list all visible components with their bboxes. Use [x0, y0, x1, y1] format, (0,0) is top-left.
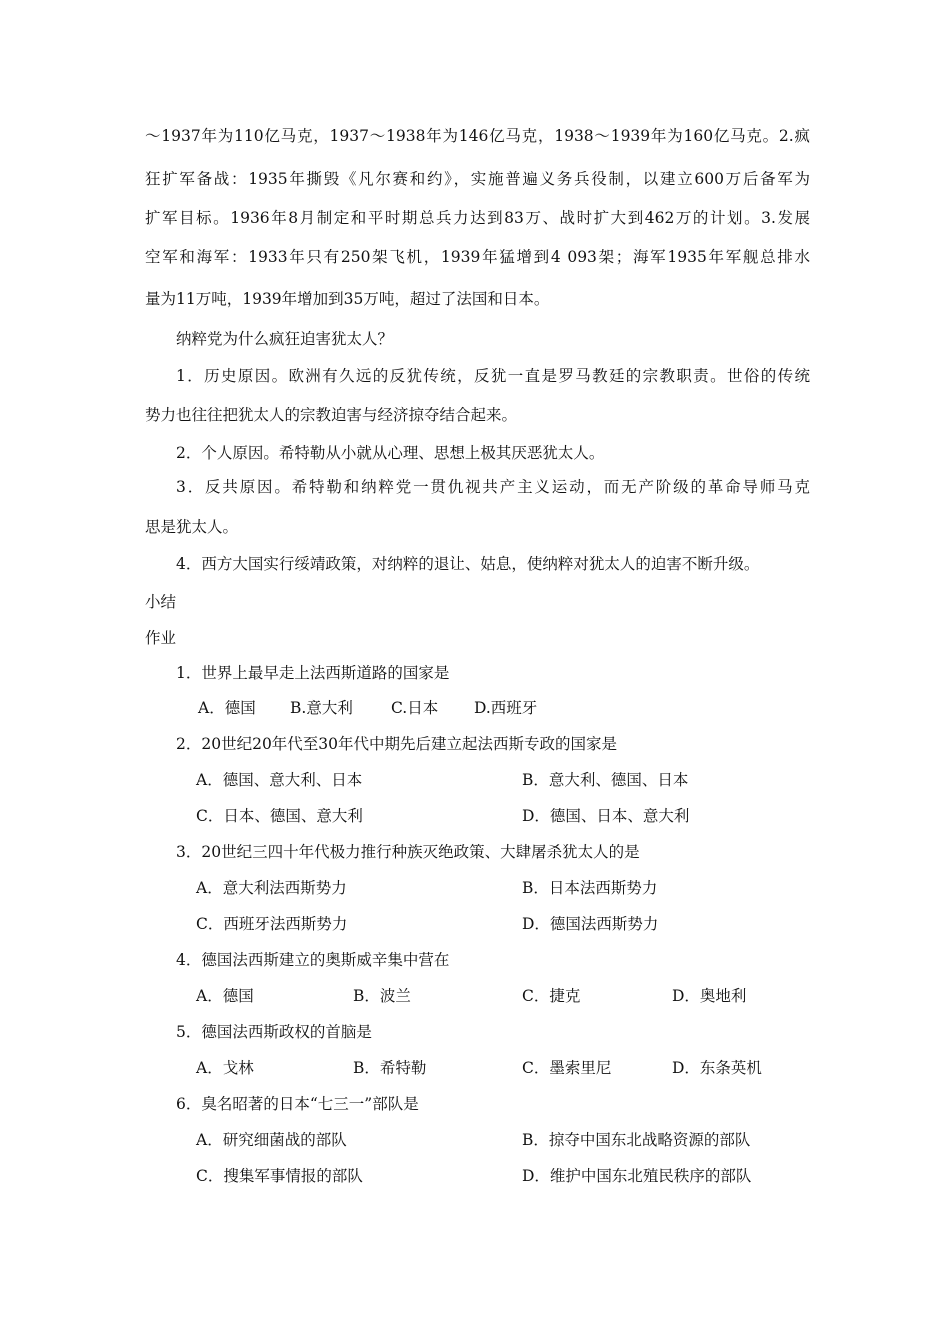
intro-line: ～1937年为110亿马克，1937～1938年为146亿马克，1938～1939年为160亿马克。2.疯	[145, 127, 810, 145]
option: D．维护中国东北殖民秩序的部队	[522, 1167, 752, 1185]
summary-label: 小结	[145, 593, 177, 611]
option: D．东条英机	[672, 1059, 762, 1077]
question-stem: 5．德国法西斯政权的首脑是	[176, 1023, 372, 1041]
question-heading: 纳粹党为什么疯狂迫害犹太人？	[176, 330, 394, 348]
option: B．掠夺中国东北战略资源的部队	[522, 1131, 751, 1149]
option: A．戈林	[196, 1059, 254, 1077]
reason-line: 2．个人原因。希特勒从小就从心理、思想上极其厌恶犹太人。	[176, 444, 605, 462]
question-stem: 1．世界上最早走上法西斯道路的国家是	[176, 664, 450, 682]
reason-line: 4．西方大国实行绥靖政策，对纳粹的退让、姑息，使纳粹对犹太人的迫害不断升级。	[176, 555, 760, 573]
intro-line: 狂扩军备战：1935年撕毁《凡尔赛和约》，实施普遍义务兵役制，以建立600万后备军为	[145, 170, 810, 188]
option: D．德国法西斯势力	[522, 915, 659, 933]
question-stem: 3．20世纪三四十年代极力推行种族灭绝政策、大肆屠杀犹太人的是	[176, 843, 640, 861]
reason-line: 思是犹太人。	[145, 518, 239, 536]
option: D．德国、日本、意大利	[522, 807, 690, 825]
option: B．日本法西斯势力	[522, 879, 658, 897]
question-stem: 2．20世纪20年代至30年代中期先后建立起法西斯专政的国家是	[176, 735, 618, 753]
reason-line: 3．反共原因。希特勒和纳粹党一贯仇视共产主义运动，而无产阶级的革命导师马克	[176, 478, 810, 496]
option: C．日本、德国、意大利	[196, 807, 363, 825]
option: A．德国	[198, 699, 256, 717]
question-stem: 6．臭名昭著的日本“七三一”部队是	[176, 1095, 419, 1113]
option: C．墨索里尼	[522, 1059, 612, 1077]
option: D．奥地利	[672, 987, 747, 1005]
option: B．波兰	[353, 987, 411, 1005]
option: B．意大利、德国、日本	[522, 771, 689, 789]
option: C．捷克	[522, 987, 581, 1005]
option: A．德国	[196, 987, 254, 1005]
reason-line: 1．历史原因。欧洲有久远的反犹传统，反犹一直是罗马教廷的宗教职责。世俗的传统	[176, 367, 810, 385]
option: B.意大利	[290, 699, 353, 717]
option: D.西班牙	[474, 699, 538, 717]
intro-line: 空军和海军：1933年只有250架飞机，1939年猛增到4 093架；海军1935年军舰总排水	[145, 248, 810, 266]
question-stem: 4．德国法西斯建立的奥斯威辛集中营在	[176, 951, 450, 969]
homework-label: 作业	[145, 629, 177, 647]
option: C.日本	[391, 699, 439, 717]
option: C．搜集军事情报的部队	[196, 1167, 363, 1185]
reason-line: 势力也往往把犹太人的宗教迫害与经济掠夺结合起来。	[145, 406, 518, 424]
intro-line: 扩军目标。1936年8月制定和平时期总兵力达到83万、战时扩大到462万的计划。3.发展	[145, 209, 810, 227]
option: A．意大利法西斯势力	[196, 879, 347, 897]
option: C．西班牙法西斯势力	[196, 915, 348, 933]
option: A．研究细菌战的部队	[196, 1131, 347, 1149]
option: B．希特勒	[353, 1059, 427, 1077]
intro-line: 量为11万吨，1939年增加到35万吨，超过了法国和日本。	[145, 290, 550, 308]
option: A．德国、意大利、日本	[196, 771, 363, 789]
